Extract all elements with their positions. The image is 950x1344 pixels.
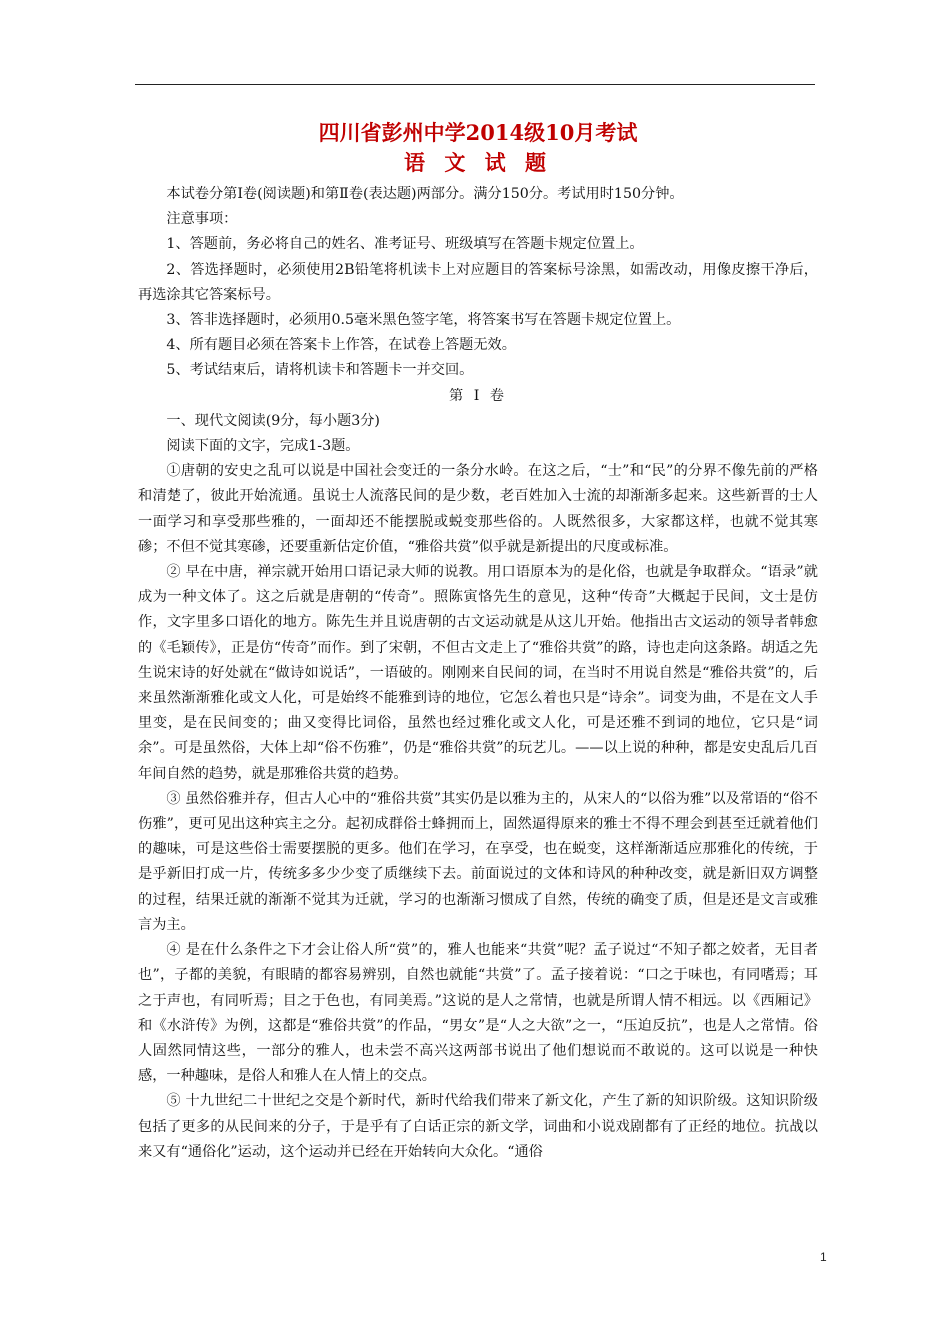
top-rule bbox=[135, 84, 815, 85]
notice-item: 5、考试结束后，请将机读卡和答题卡一并交回。 bbox=[166, 362, 474, 379]
passage-paragraph: ①唐朝的安史之乱可以说是中国社会变迁的一条分水岭。在这之后，“士”和“民”的分界不像先前的严格和清楚了，彼此开始流通。虽说士人流落民间的是少数，老百姓加入士流的却渐渐多起来。这些新晋的士人一面学习和享受那些雅的，一面却还不能摆脱或蜕变那些俗的。人既然很多，大家都这样，也就不觉其寒碜；不但不觉其寒碜，还要重新估定价值，“雅俗共赏”似乎就是新提出的尺度或标准。 bbox=[138, 463, 818, 555]
passage-paragraph: ② 早在中唐，禅宗就开始用口语记录大师的说教。用口语原本为的是化俗，也就是争取群众。“语录”就成为一种文体了。这之后就是唐朝的“传奇”。照陈寅恪先生的意见，这种“传奇”大概起于民间，文士是仿作，文字里多口语化的地方。陈先生并且说唐朝的古文运动就是从这儿开始。他指出古文运动的领导者韩愈的《毛颖传》，正是仿“传奇”而作。到了宋朝，不但古文走上了“雅俗共赏”的路，诗也走向这条路。胡适之先生说宋诗的好处就在“做诗如说话”，一语破的。刚刚来自民间的词，在当时不用说自然是“雅俗共赏”的，后来虽然渐渐雅化或文人化，可是始终不能雅到诗的地位，它怎么着也只是“诗余”。词变为曲，不是在文人手里变，是在民间变的；曲又变得比词俗，虽然也经过雅化或文人化，可是还雅不到词的地位，它只是“词余”。可是虽然俗，大体上却“俗不伤雅”，仍是“雅俗共赏”的玩艺儿。——以上说的种种，都是安史乱后几百年间自然的趋势，就是那雅俗共赏的趋势。 bbox=[138, 564, 818, 782]
notice-item: 2、答选择题时，必须使用2B铅笔将机读卡上对应题目的答案标号涂黑，如需改动，用像皮擦干净后，再选涂其它答案标号。 bbox=[138, 261, 818, 303]
question-heading: 一、现代文阅读(9分，每小题3分) bbox=[166, 412, 380, 429]
notice-item: 1、答题前，务必将自己的姓名、准考证号、班级填写在答题卡规定位置上。 bbox=[166, 236, 644, 253]
document-body bbox=[138, 118, 818, 1165]
passage-paragraph: ④ 是在什么条件之下才会让俗人所“赏”的，雅人也能来“共赏”呢？孟子说过“不知子都之姣者，无目者也”，子都的美貌，有眼睛的都容易辨别，自然也就能“共赏”了。孟子接着说：“口之于味也，有同嗜焉；耳之于声也，有同听焉；目之于色也，有同美焉。”这说的是人之常情，也就是所谓人情不相远。以《西厢记》和《水浒传》为例，这都是“雅俗共赏”的作品，“男女”是“人之大欲”之一，“压迫反抗”，也是人之常情。俗人固然同情这些，一部分的雅人，也未尝不高兴这两部书说出了他们想说而不敢说的。这可以说是一种快感，一种趣味，是俗人和雅人在人情上的交点。 bbox=[138, 942, 818, 1085]
exam-title: 四川省彭州中学2014级10月考试 bbox=[318, 120, 638, 145]
notice-item: 4、所有题目必须在答案卡上作答，在试卷上答题无效。 bbox=[166, 337, 516, 354]
notice-heading: 注意事项： bbox=[166, 211, 238, 228]
exam-subtitle: 语 文 试 题 bbox=[404, 150, 552, 175]
notice-item: 3、答非选择题时，必须用0.5毫米黑色签字笔，将答案书写在答题卡规定位置上。 bbox=[166, 312, 681, 329]
page-number: 1 bbox=[820, 1250, 827, 1264]
section-title: 第 Ⅰ 卷 bbox=[449, 387, 507, 404]
intro-text: 本试卷分第Ⅰ卷(阅读题)和第Ⅱ卷(表达题)两部分。满分150分。考试用时150分钟。 bbox=[166, 186, 684, 202]
passage-paragraph: ③ 虽然俗雅并存，但古人心中的“雅俗共赏”其实仍是以雅为主的，从宋人的“以俗为雅”以及常语的“俗不伤雅”，更可见出这种宾主之分。起初成群俗士蜂拥而上，固然逼得原来的雅士不得不理会到甚至迁就着他们的趣味，可是这些俗士需要摆脱的更多。他们在学习，在享受，也在蜕变，这样渐渐适应那雅化的传统，于是乎新旧打成一片，传统多多少少变了质继续下去。前面说过的文体和诗风的种种改变，就是新旧双方调整的过程，结果迁就的渐渐不觉其为迁就，学习的也渐渐习惯成了自然，传统的确变了质，但是还是文言或雅言为主。 bbox=[138, 790, 818, 933]
reading-instruction: 阅读下面的文字，完成1-3题。 bbox=[166, 438, 360, 455]
passage-paragraph: ⑤ 十九世纪二十世纪之交是个新时代，新时代给我们带来了新文化，产生了新的知识阶级。这知识阶级包括了更多的从民间来的分子，于是乎有了白话正宗的新文学，词曲和小说戏剧都有了正经的地位。抗战以来又有“通俗化”运动，这个运动并已经在开始转向大众化。“通俗 bbox=[138, 1093, 818, 1160]
